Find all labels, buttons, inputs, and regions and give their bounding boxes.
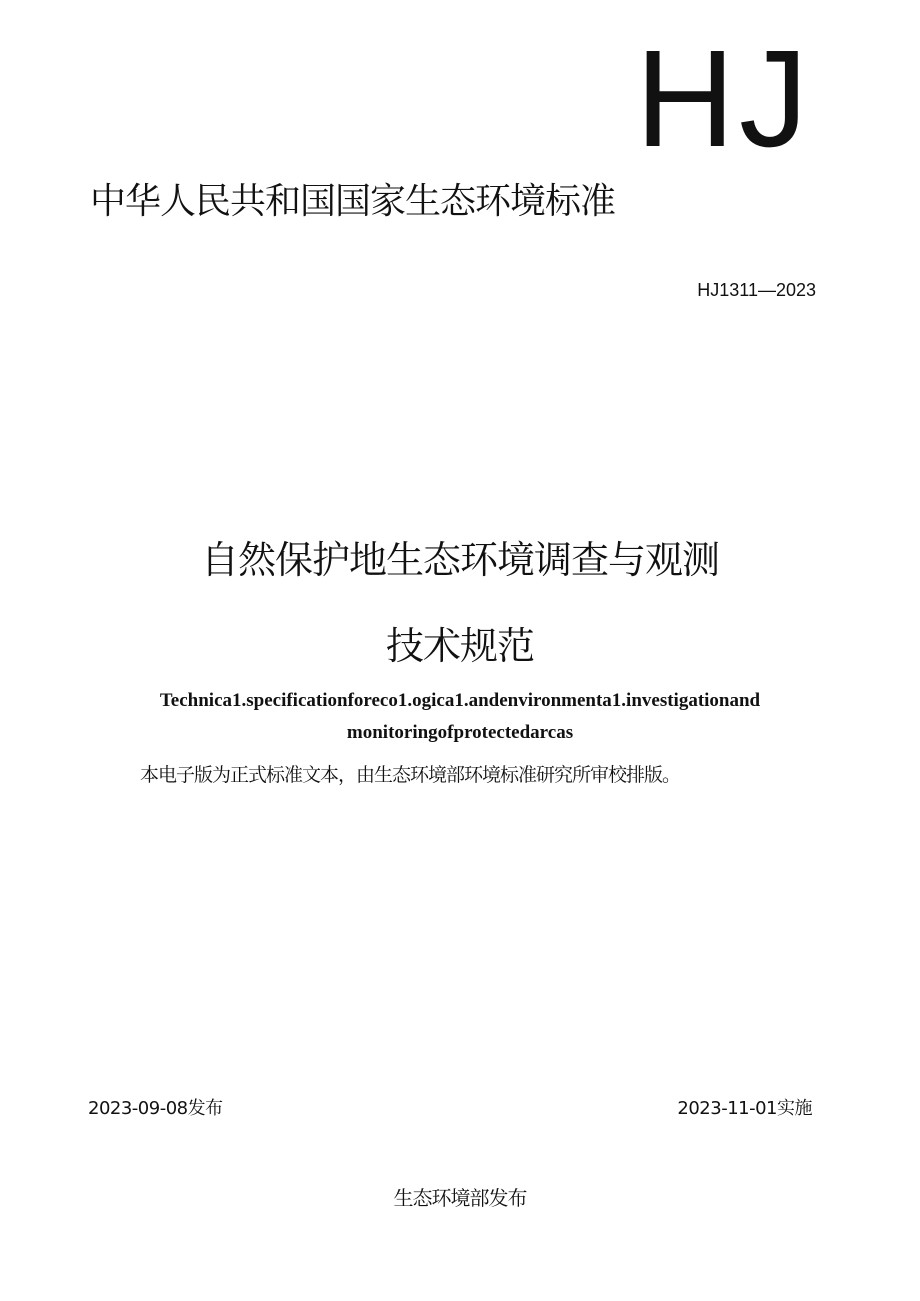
document-title-en-line1: Technica1.specificationforeco1.ogica1.andenvironmenta1.investigationand: [159, 690, 761, 711]
document-title-cn-line1: 自然保护地生态环境调查与观测: [200, 538, 719, 582]
national-standard-title: 中华人民共和国国家生态环境标准: [90, 181, 616, 222]
hj-logo: HJ: [635, 22, 812, 176]
standard-number: HJ1311—2023: [697, 280, 816, 300]
electronic-version-note: 本电子版为正式标准文本，由生态环境部环境标准研究所审校排版。: [140, 764, 681, 786]
publisher: 生态环境部发布: [393, 1186, 527, 1210]
implementation-date: 2023-11-01实施: [677, 1098, 812, 1119]
document-title-en-line2: monitoringofprotectedarcas: [346, 722, 574, 743]
issue-date: 2023-09-08发布: [88, 1098, 223, 1119]
document-title-cn-line2: 技术规范: [385, 624, 534, 668]
